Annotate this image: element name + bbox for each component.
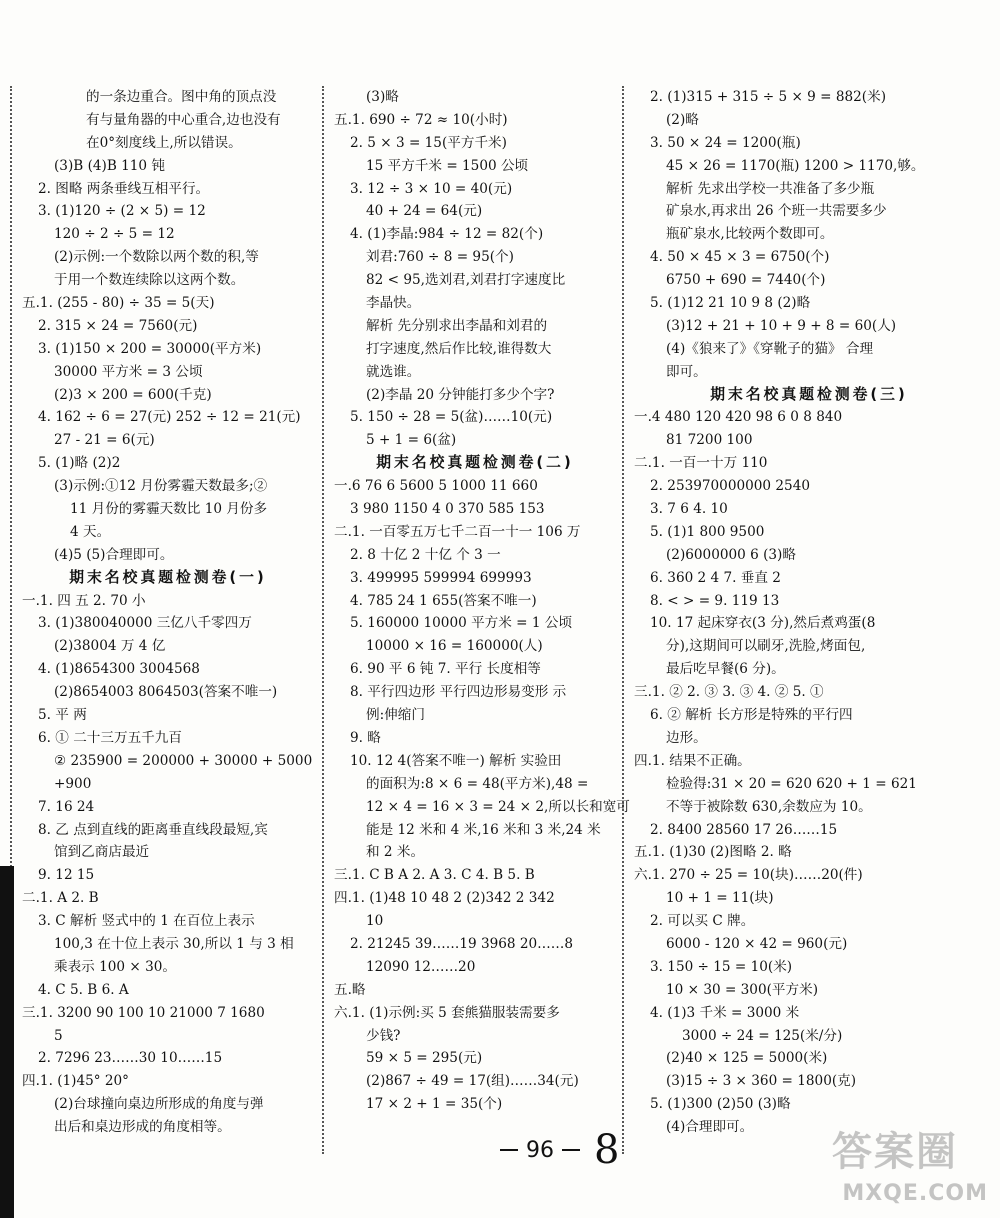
answer-line: 2. 7296 23……30 10……15 [38, 1050, 223, 1067]
answer-line: 5. (1)略 (2)2 [38, 455, 121, 472]
answer-line: 10. 12 4(答案不唯一) 解析 实验田 [350, 752, 562, 769]
answer-line: 在0°刻度线上,所以错误。 [86, 134, 242, 151]
answer-line: (2)示例:一个数除以两个数的积,等 [54, 249, 259, 266]
answer-line: 边形。 [666, 729, 707, 746]
answer-line: 4 天。 [70, 523, 111, 540]
answer-line: 3 980 1150 4 0 370 585 153 [350, 501, 545, 518]
answer-line: 于用一个数连续除以这两个数。 [54, 272, 245, 289]
answer-line: 3. C 解析 竖式中的 1 在百位上表示 [38, 913, 255, 930]
answer-line: 15 平方千米 = 1500 公顷 [366, 157, 529, 174]
answer-line: 6. 90 平 6 钝 7. 平行 长度相等 [350, 661, 541, 678]
answer-line: 三.1. 3200 90 100 10 21000 7 1680 [22, 1004, 265, 1021]
answer-line: 就选谁。 [366, 363, 421, 380]
answer-line: 刘君:760 ÷ 8 = 95(个) [366, 249, 514, 266]
answer-line: 5. 160000 10000 平方米 = 1 公顷 [350, 615, 573, 632]
answer-line: 4. 785 24 1 655(答案不唯一) [350, 592, 537, 609]
answer-line: 和 2 米。 [366, 844, 425, 861]
answer-line: 17 × 2 + 1 = 35(个) [366, 1096, 503, 1113]
answer-line: 三.1. C B A 2. A 3. C 4. B 5. B [334, 867, 535, 884]
answer-line: (4)《狼来了》《穿靴子的猫》 合理 [666, 340, 874, 357]
corner-mark: 8 [594, 1127, 620, 1173]
answer-line: 10 [366, 913, 384, 930]
answer-line: 2. 图略 两条垂线互相平行。 [38, 180, 210, 197]
answer-line: (2)40 × 125 = 5000(米) [666, 1050, 828, 1067]
answer-line: 6000 - 120 × 42 = 960(元) [666, 935, 848, 952]
answer-line: 120 ÷ 2 ÷ 5 = 12 [54, 226, 175, 243]
answer-line: 3. (1)120 ÷ (2 × 5) = 12 [38, 203, 206, 220]
page-number: 96 [526, 1137, 554, 1163]
answer-line: 10 × 30 = 300(平方米) [666, 981, 818, 998]
answer-line: 4. 50 × 45 × 3 = 6750(个) [650, 249, 830, 266]
answer-line: 8. < > = 9. 119 13 [650, 592, 780, 609]
answer-line: 解析 先分别求出李晶和刘君的 [366, 317, 548, 334]
answer-line: 100,3 在十位上表示 30,所以 1 与 3 相 [54, 935, 294, 952]
answer-line: ② 235900 = 200000 + 30000 + 5000 [54, 752, 313, 769]
answer-column-middle [334, 86, 630, 1116]
section-heading: 期末名校真题检测卷(三) [710, 385, 908, 403]
answer-line: (2)38004 万 4 亿 [54, 638, 166, 655]
answer-line: (2)867 ÷ 49 = 17(组)……34(元) [366, 1073, 579, 1090]
answer-line: (3)略 [366, 89, 399, 105]
answer-line: 即可。 [666, 363, 707, 380]
answer-line: 10. 17 起床穿衣(3 分),然后煮鸡蛋(8 [650, 615, 876, 632]
answer-line: 8. 乙 点到直线的距离垂直线段最短,宾 [38, 821, 268, 838]
answer-line: (4)合理即可。 [666, 1119, 754, 1136]
answer-line: 2. 21245 39……19 3968 20……8 [350, 935, 574, 952]
answer-line: 3. 7 6 4. 10 [650, 501, 728, 518]
answer-line: 5 + 1 = 6(盆) [366, 432, 457, 449]
answer-line: (4)5 (5)合理即可。 [54, 546, 174, 563]
answer-line: 6. 360 2 4 7. 垂直 2 [650, 569, 781, 586]
column-divider-2 [622, 86, 624, 1154]
answer-line: 五.1. (1)30 (2)图略 2. 略 [634, 844, 792, 861]
answer-column-left [22, 86, 314, 1139]
answer-line: 4. (1)李晶:984 ÷ 12 = 82(个) [350, 226, 544, 243]
answer-line: 10 + 1 = 11(块) [666, 890, 774, 907]
answer-line: 解析 先求出学校一共准备了多少瓶 [666, 180, 875, 197]
answer-line: 45 × 26 = 1170(瓶) 1200 > 1170,够。 [666, 157, 925, 174]
answer-line: 82 < 95,选刘君,刘君打字速度比 [366, 272, 566, 289]
answer-line: 3. (1)150 × 200 = 30000(平方米) [38, 340, 262, 357]
answer-line: 40 + 24 = 64(元) [366, 203, 483, 220]
section-heading: 期末名校真题检测卷(二) [376, 454, 574, 472]
answer-line: 六.1. (1)示例:买 5 套熊猫服装需要多 [334, 1004, 560, 1021]
answer-line: 2. (1)315 + 315 ÷ 5 × 9 = 882(米) [650, 89, 887, 105]
answer-line: 5. 150 ÷ 28 = 5(盆)……10(元) [350, 409, 553, 426]
answer-line: 2. 315 × 24 = 7560(元) [38, 317, 198, 334]
answer-line: 3000 ÷ 24 = 125(米/分) [682, 1027, 843, 1044]
answer-line: (2)台球撞向桌边所形成的角度与弹 [54, 1096, 264, 1113]
answer-line: 3. (1)380040000 三亿八千零四万 [38, 615, 252, 632]
answer-line: 10000 × 16 = 160000(人) [366, 638, 543, 655]
answer-line: 5. (1)12 21 10 9 8 (2)略 [650, 295, 811, 312]
answer-line: 五.1. 690 ÷ 72 ≈ 10(小时) [334, 111, 508, 128]
answer-line: 五.略 [334, 981, 366, 998]
answer-line: 5. (1)1 800 9500 [650, 523, 765, 540]
answer-line: 2. 8400 28560 17 26……15 [650, 821, 838, 838]
answer-line: 5. 平 两 [38, 707, 87, 724]
answer-line: 四.1. (1)48 10 48 2 (2)342 2 342 [334, 890, 555, 907]
watermark-url: MXQE.COM [842, 1181, 988, 1206]
answer-line: (2)李晶 20 分钟能打多少个字? [366, 386, 555, 403]
answer-line: 9. 12 15 [38, 867, 95, 884]
answer-line: 分),这期间可以刷牙,洗脸,烤面包, [666, 638, 866, 655]
answer-line: 出后和桌边形成的角度相等。 [54, 1119, 231, 1136]
answer-line: 4. C 5. B 6. A [38, 981, 129, 998]
answer-line: (3)B (4)B 110 钝 [54, 157, 165, 174]
watermark [832, 1120, 992, 1210]
answer-line: 6750 + 690 = 7440(个) [666, 272, 826, 289]
answer-line: 11 月份的雾霾天数比 10 月份多 [70, 501, 268, 518]
answer-line: 的一条边重合。图中角的顶点没 [86, 89, 277, 105]
answer-line: 6. ② 解析 长方形是特殊的平行四 [650, 707, 853, 724]
answer-line: (3)12 + 21 + 10 + 9 + 8 = 60(人) [666, 317, 897, 334]
answer-line: 59 × 5 = 295(元) [366, 1050, 483, 1067]
answer-line: 2. 可以买 C 牌。 [650, 913, 755, 930]
answer-line: 一.4 480 120 420 98 6 0 8 840 [634, 409, 843, 426]
answer-line: 一.6 76 6 5600 5 1000 11 660 [334, 478, 538, 495]
answer-line: 打字速度,然后作比较,谁得数大 [366, 340, 552, 357]
answer-line: 3. 150 ÷ 15 = 10(米) [650, 958, 793, 975]
answer-line: 3. 12 ÷ 3 × 10 = 40(元) [350, 180, 513, 197]
answer-line: 30000 平方米 = 3 公顷 [54, 363, 203, 380]
answer-line: 5. (1)300 (2)50 (3)略 [650, 1096, 791, 1113]
page-footer [500, 1127, 620, 1173]
answer-line: 李晶快。 [366, 295, 421, 312]
footer-dash-left [500, 1149, 518, 1151]
answer-line: 瓶矿泉水,比较两个数即可。 [666, 226, 834, 243]
answer-line: 12 × 4 = 16 × 3 = 24 × 2,所以长和宽可 [366, 798, 630, 815]
answer-line: 的面积为:8 × 6 = 48(平方米),48 = [366, 775, 589, 792]
answer-line: (2)略 [666, 111, 699, 128]
answer-line: (3)15 ÷ 3 × 360 = 1800(克) [666, 1073, 857, 1090]
answer-line: 少钱? [366, 1027, 401, 1044]
answer-line: 8. 平行四边形 平行四边形易变形 示 [350, 684, 567, 701]
answer-line: 12090 12……20 [366, 958, 476, 975]
answer-line: (2)8654003 8064503(答案不唯一) [54, 684, 278, 701]
answer-line: (2)6000000 6 (3)略 [666, 546, 796, 563]
column-divider-1 [322, 86, 324, 1154]
answer-line: +900 [54, 775, 92, 792]
answer-line: 7. 16 24 [38, 798, 95, 815]
answer-line: 矿泉水,再求出 26 个班一共需要多少 [666, 203, 887, 220]
answer-line: 四.1. 结果不正确。 [634, 752, 751, 769]
answer-line: 4. (1)3 千米 = 3000 米 [650, 1004, 800, 1021]
answer-column-right [634, 86, 984, 1139]
answer-line: 四.1. (1)45° 20° [22, 1073, 129, 1090]
answer-line: 最后吃早餐(6 分)。 [666, 661, 785, 678]
answer-line: 能是 12 米和 4 米,16 米和 3 米,24 米 [366, 821, 601, 838]
answer-line: 三.1. ② 2. ③ 3. ③ 4. ② 5. ① [634, 684, 824, 701]
answer-line: 例:伸缩门 [366, 707, 425, 724]
binding-edge-shadow [0, 866, 14, 1218]
answer-line: 检验得:31 × 20 = 620 620 + 1 = 621 [666, 775, 917, 792]
answer-line: 4. 162 ÷ 6 = 27(元) 252 ÷ 12 = 21(元) [38, 409, 301, 426]
answer-line: 2. 5 × 3 = 15(平方千米) [350, 134, 507, 151]
answer-line: 3. 499995 599994 699993 [350, 569, 532, 586]
answer-line: 二.1. 一百一十万 110 [634, 455, 768, 472]
answer-line: 9. 略 [350, 729, 381, 746]
answer-line: 81 7200 100 [666, 432, 753, 449]
answer-line: 4. (1)8654300 3004568 [38, 661, 200, 678]
answer-line: 二.1. A 2. B [22, 890, 99, 907]
answer-line: 有与量角器的中心重合,边也没有 [86, 111, 281, 128]
answer-line: 馆到乙商店最近 [54, 844, 150, 861]
answer-line: 六.1. 270 ÷ 25 = 10(块)……20(件) [634, 867, 863, 884]
answer-line: (2)3 × 200 = 600(千克) [54, 386, 212, 403]
answer-line: 27 - 21 = 6(元) [54, 432, 155, 449]
answer-line: 2. 253970000000 2540 [650, 478, 810, 495]
answer-line: 3. 50 × 24 = 1200(瓶) [650, 134, 801, 151]
answer-line: 5 [54, 1027, 63, 1044]
answer-line: 五.1. (255 - 80) ÷ 35 = 5(天) [22, 295, 215, 312]
answer-line: 不等于被除数 630,余数应为 10。 [666, 798, 872, 815]
answer-line: 2. 8 十亿 2 十亿 个 3 一 [350, 546, 501, 563]
section-heading: 期末名校真题检测卷(一) [69, 568, 267, 586]
footer-dash-right [562, 1149, 580, 1151]
answer-line: 二.1. 一百零五万七千二百一十一 106 万 [334, 523, 581, 540]
answer-line: (3)示例:①12 月份雾霾天数最多;② [54, 478, 268, 495]
watermark-logo: 答案圈 [832, 1129, 958, 1175]
answer-line: 一.1. 四 五 2. 70 小 [22, 592, 146, 609]
answer-line: 6. ① 二十三万五千九百 [38, 729, 182, 746]
answer-line: 乘表示 100 × 30。 [54, 958, 176, 975]
